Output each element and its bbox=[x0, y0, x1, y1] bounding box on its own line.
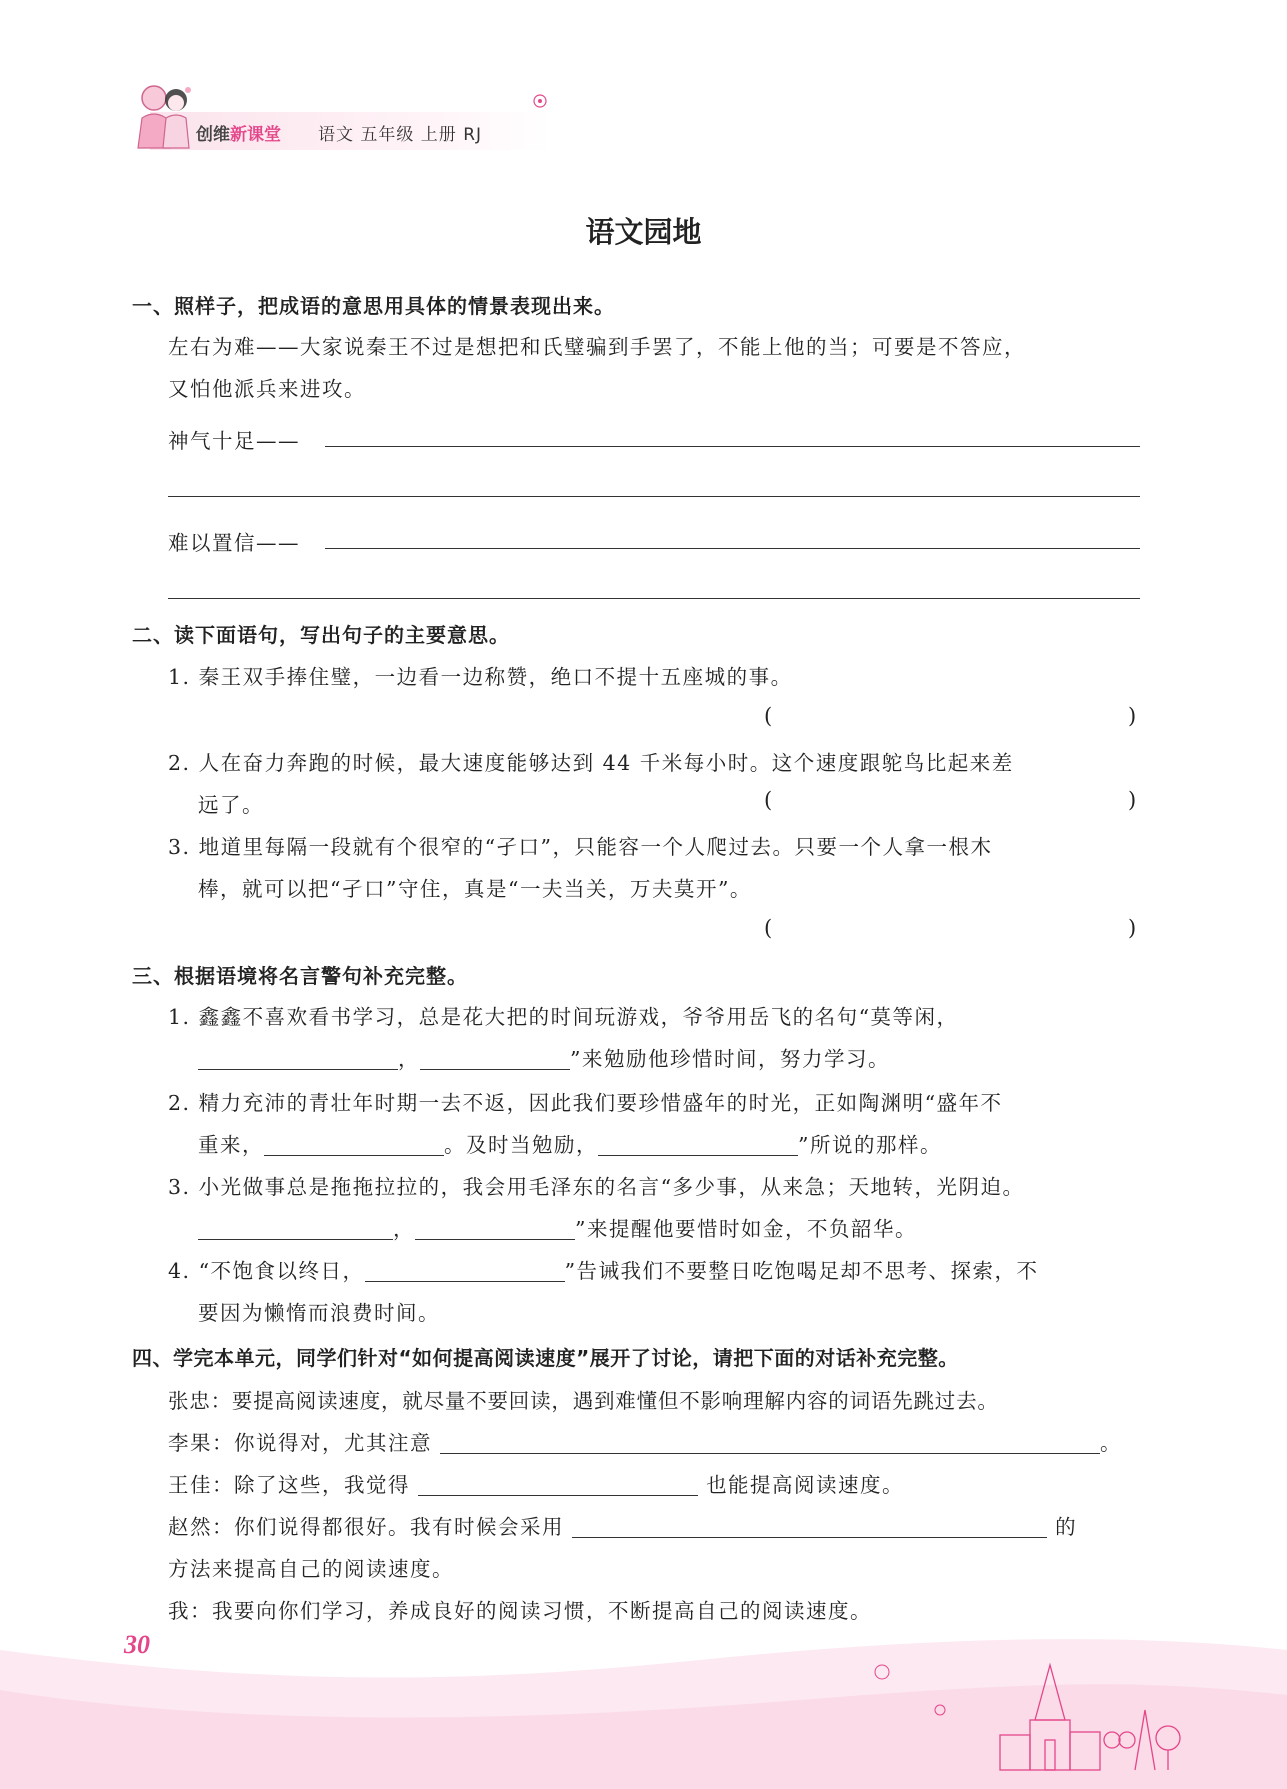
section4-line4-a: 赵然：你们说得都很好。我有时候会采用 bbox=[168, 1515, 564, 1539]
brand-a: 创维 bbox=[196, 125, 230, 145]
section4-line4 bbox=[168, 1510, 1077, 1540]
comma: ， bbox=[398, 1047, 420, 1071]
section2-q2-line2: 远了。 bbox=[198, 793, 264, 817]
fill-blank[interactable] bbox=[440, 1433, 1100, 1454]
section3-q2-a: 重来， bbox=[198, 1133, 264, 1157]
fill-blank[interactable] bbox=[572, 1517, 1047, 1538]
brand-logo bbox=[196, 120, 281, 145]
section2-q1: 1. 秦王双手捧住璧，一边看一边称赞，绝口不提十五座城的事。 bbox=[168, 665, 793, 689]
section3-q1-line2 bbox=[198, 1042, 890, 1072]
fill-blank[interactable] bbox=[264, 1135, 444, 1156]
fill-blank[interactable] bbox=[415, 1219, 575, 1240]
section3-q4-line2: 要因为懒惰而浪费时间。 bbox=[198, 1301, 440, 1325]
section3-q3-line2 bbox=[198, 1212, 917, 1242]
paren-open: ( bbox=[764, 788, 773, 812]
section4-line3-a: 王佳：除了这些，我觉得 bbox=[168, 1473, 410, 1497]
book-info: 语文 五年级 上册 RJ bbox=[318, 125, 483, 145]
fill-blank[interactable] bbox=[420, 1049, 570, 1070]
section1-heading: 一、照样子，把成语的意思用具体的情景表现出来。 bbox=[132, 294, 615, 318]
section4-heading: 四、学完本单元，同学们针对“如何提高阅读速度”展开了讨论，请把下面的对话补充完整。 bbox=[132, 1346, 959, 1370]
section3-q2-b: 。及时当勉励， bbox=[444, 1133, 598, 1157]
paren-close: ) bbox=[1128, 916, 1137, 940]
section3-q3-line1: 3. 小光做事总是拖拖拉拉的，我会用毛泽东的名言“多少事，从来急；天地转，光阴迫。 bbox=[168, 1175, 1025, 1199]
brand-b: 新课堂 bbox=[230, 125, 281, 145]
section4-line2-a: 李果：你说得对，尤其注意 bbox=[168, 1431, 432, 1455]
flower-icon bbox=[530, 92, 550, 110]
answer-line[interactable] bbox=[168, 496, 1140, 497]
section1-item1-label: 神气十足—— bbox=[168, 429, 300, 453]
section1-example-line1: 左右为难——大家说秦王不过是想把和氏璧骗到手罢了，不能上他的当；可要是不答应， bbox=[168, 335, 1026, 359]
answer-line[interactable] bbox=[325, 446, 1140, 447]
section4-line2 bbox=[168, 1426, 1122, 1456]
answer-parentheses[interactable] bbox=[780, 912, 1125, 938]
section4-line1: 张忠：要提高阅读速度，就尽量不要回读，遇到难懂但不影响理解内容的词语先跳过去。 bbox=[168, 1389, 999, 1413]
section1-item2-label: 难以置信—— bbox=[168, 531, 300, 555]
section2-q3-line2: 棒，就可以把“孑口”守住，真是“一夫当关，万夫莫开”。 bbox=[198, 877, 752, 901]
page-title: 语文园地 bbox=[585, 215, 702, 249]
page-number: 30 bbox=[124, 1630, 150, 1659]
section4-line3 bbox=[168, 1468, 904, 1498]
cartoon-kids-icon bbox=[128, 78, 198, 156]
section1-example-line2: 又怕他派兵来进攻。 bbox=[168, 377, 366, 401]
section3-q4-a: 4. “不饱食以终日， bbox=[168, 1259, 365, 1283]
section2-heading: 二、读下面语句，写出句子的主要意思。 bbox=[132, 623, 510, 647]
comma: ， bbox=[393, 1217, 415, 1241]
paren-close: ) bbox=[1128, 704, 1137, 728]
answer-parentheses[interactable] bbox=[780, 700, 1125, 726]
fill-blank[interactable] bbox=[418, 1475, 698, 1496]
fill-blank[interactable] bbox=[598, 1135, 798, 1156]
section3-q2-c: ”所说的那样。 bbox=[798, 1133, 942, 1157]
section4-line5: 方法来提高自己的阅读速度。 bbox=[168, 1557, 454, 1581]
section4-line4-b: 的 bbox=[1055, 1515, 1078, 1539]
answer-line[interactable] bbox=[168, 598, 1140, 599]
fill-blank[interactable] bbox=[365, 1261, 565, 1282]
footer-decoration bbox=[0, 1620, 1287, 1789]
section3-heading: 三、根据语境将名言警句补充完整。 bbox=[132, 964, 468, 988]
paren-close: ) bbox=[1128, 788, 1137, 812]
answer-parentheses[interactable] bbox=[780, 784, 1125, 810]
section3-q2-line1: 2. 精力充沛的青壮年时期一去不返，因此我们要珍惜盛年的时光，正如陶渊明“盛年不 bbox=[168, 1091, 1003, 1115]
fill-blank[interactable] bbox=[198, 1219, 393, 1240]
section4-line6: 我：我要向你们学习，养成良好的阅读习惯，不断提高自己的阅读速度。 bbox=[168, 1599, 872, 1623]
section3-q3-tail: ”来提醒他要惜时如金，不负韶华。 bbox=[575, 1217, 917, 1241]
section3-q4-line1 bbox=[168, 1254, 1039, 1284]
paren-open: ( bbox=[764, 916, 773, 940]
fill-blank[interactable] bbox=[198, 1049, 398, 1070]
section2-q2-line1: 2. 人在奋力奔跑的时候，最大速度能够达到 44 千米每小时。这个速度跟鸵鸟比起来差 bbox=[168, 751, 1014, 775]
section3-q1-line1: 1. 鑫鑫不喜欢看书学习，总是花大把的时间玩游戏，爷爷用岳飞的名句“莫等闲， bbox=[168, 1005, 959, 1029]
section3-q1-tail: ”来勉励他珍惜时间，努力学习。 bbox=[570, 1047, 890, 1071]
section2-q3-line1: 3. 地道里每隔一段就有个很窄的“孑口”，只能容一个人爬过去。只要一个人拿一根木 bbox=[168, 835, 993, 859]
paren-open: ( bbox=[764, 704, 773, 728]
section3-q4-b: ”告诫我们不要整日吃饱喝足却不思考、探索，不 bbox=[564, 1259, 1039, 1283]
section4-line3-b: 也能提高阅读速度。 bbox=[706, 1473, 905, 1497]
answer-line[interactable] bbox=[325, 548, 1140, 549]
section3-q2-line2 bbox=[198, 1128, 942, 1158]
section4-line2-end: 。 bbox=[1100, 1431, 1123, 1455]
